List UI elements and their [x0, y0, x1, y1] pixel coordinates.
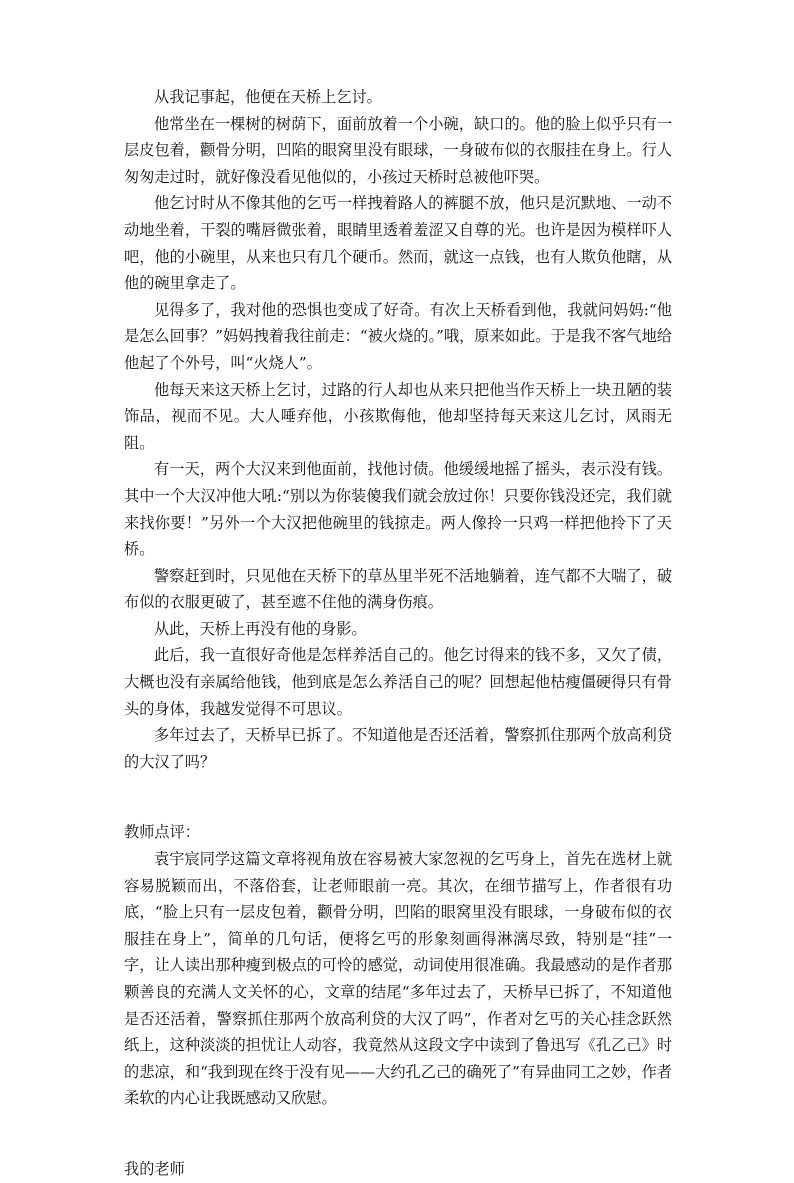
section-gap: [124, 775, 672, 819]
story-paragraph: 有一天，两个大汉来到他面前，找他讨债。他缓缓地摇了摇头，表示没有钱。其中一个大汉冲他大吼:“别以为你装傻我们就会放过你！只要你钱没还完，我们就来找你要！”另外一个大汉把他碗里的钱掠走。两人像拎一只鸡一样把他拎下了天桥。: [124, 460, 672, 559]
story-paragraph: 他常坐在一棵树的树荫下，面前放着一个小碗，缺口的。他的脸上似乎只有一层皮包着，颧骨分明，凹陷的眼窝里没有眼球，一身破布似的衣服挂在身上。行人匆匆走过时，就好像没看见他似的，小孩过天桥时总被他吓哭。: [124, 114, 672, 186]
section-gap: [124, 1112, 672, 1156]
next-essay-title: 我的老师: [124, 1159, 185, 1178]
teacher-comment-body: 袁宇宸同学这篇文章将视角放在容易被大家忽视的乞丐身上，首先在选材上就容易脱颖而出，不落俗套，让老师眼前一亮。其次，在细节描写上，作者很有功底，“脸上只有一层皮包着，颧骨分明，凹陷的眼窝里没有眼球，一身破布似的衣服挂在身上”，简单的几句话，便将乞丐的形象刻画得淋漓尽致，特别是“挂”一字，让人读出那种瘦到极点的可怜的感觉，动词使用很准确。我最感动的是作者那颗善良的充满人文关怀的心，文章的结尾“多年过去了，天桥早已拆了，不知道他是否还活着，警察抓住那两个放高利贷的大汉了吗”，作者对乞丐的关心挂念跃然纸上，这种淡淡的担忧让人动容，我竟然从这段文字中读到了鲁迅写《孔乙己》时的悲凉，和“我到现在终于没有见——大约孔乙己的确死了”有异曲同工之妙，作者柔软的内心让我既感动又欣慰。: [124, 850, 672, 1108]
story-paragraph: 见得多了，我对他的恐惧也变成了好奇。有次上天桥看到他，我就问妈妈:“他是怎么回事？”妈妈拽着我往前走：“被火烧的。”哦，原来如此。于是我不客气地给他起了个外号，叫“火烧人”。: [124, 300, 672, 372]
story-paragraph: 警察赶到时，只见他在天桥下的草丛里半死不活地躺着，连气都不大喘了，破布似的衣服更破了，甚至遮不住他的满身伤痕。: [124, 566, 672, 612]
story-paragraph: 此后，我一直很好奇他是怎样养活自己的。他乞讨得来的钱不多，又欠了债，大概也没有亲属给他钱，他到底是怎么养活自己的呢？回想起他枯瘦僵硬得只有骨头的身体，我越发觉得不可思议。: [124, 646, 672, 718]
teacher-comment-label: 教师点评：: [124, 823, 200, 842]
story-paragraph: 从我记事起，他便在天桥上乞讨。: [154, 88, 382, 106]
story-paragraph: 多年过去了，天桥早已拆了。不知道他是否还活着，警察抓住那两个放高利贷的大汉了吗？: [124, 726, 672, 771]
story-paragraph: 他乞讨时从不像其他的乞丐一样拽着路人的裤腿不放，他只是沉默地、一动不动地坐着，干裂的嘴唇微张着，眼睛里透着羞涩又自尊的光。也许是因为模样吓人吧，他的小碗里，从来也只有几个硬币。然而，就这一点钱，也有人欺负他瞎，从他的碗里拿走了。: [124, 194, 672, 293]
document-page: [124, 84, 672, 1183]
story-paragraph: 从此，天桥上再没有他的身影。: [154, 619, 367, 638]
story-paragraph: 他每天来这天桥上乞讨，过路的行人却也从来只把他当作天桥上一块丑陋的装饰品，视而不见。大人唾弃他，小孩欺侮他，他却坚持每天来这儿乞讨，风雨无阻。: [124, 380, 672, 452]
